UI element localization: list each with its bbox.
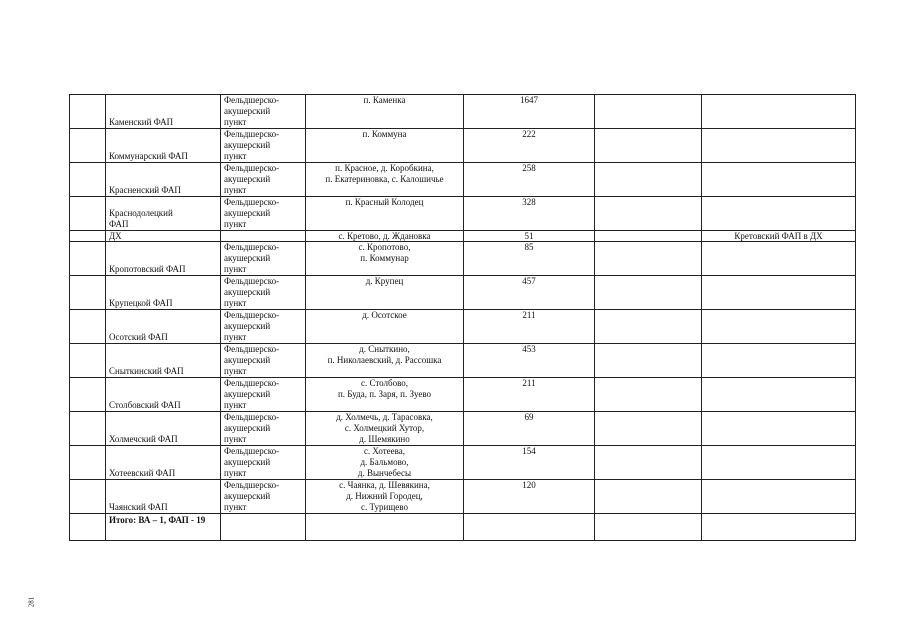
table-row	[70, 480, 856, 514]
population-cell: 328	[464, 197, 595, 231]
facility-name-cell	[106, 163, 221, 197]
settlement-line: с. Хотеева,	[363, 446, 406, 456]
fap-table-body	[70, 95, 856, 541]
facility-type-line: Фельдшерско-	[224, 480, 280, 490]
facility-type-cell	[221, 242, 306, 276]
settlement-line: п. Николаевский, д. Рассошка	[327, 355, 442, 365]
facility-name-cell	[106, 197, 221, 231]
facility-name-line: Чаянский ФАП	[109, 502, 168, 512]
settlements-cell	[306, 344, 464, 378]
population-cell: 120	[464, 480, 595, 514]
settlement-line: с. Чаянка, д. Шевякина,	[339, 480, 430, 490]
empty-cell	[595, 480, 702, 514]
note-cell	[702, 95, 856, 129]
facility-name-line: Хотеевский ФАП	[109, 468, 176, 478]
note-cell	[702, 276, 856, 310]
facility-type-line: акушерский	[224, 253, 271, 263]
facility-type-cell	[221, 95, 306, 129]
empty-cell	[595, 129, 702, 163]
note-cell	[702, 129, 856, 163]
index-cell	[70, 95, 106, 129]
index-cell	[70, 310, 106, 344]
note-cell	[702, 344, 856, 378]
facility-type-line: пункт	[224, 434, 247, 444]
population-cell: 457	[464, 276, 595, 310]
table-row	[70, 163, 856, 197]
note-cell	[702, 197, 856, 231]
facility-type-line: пункт	[224, 219, 247, 229]
settlement-line: с. Кропотово,	[358, 242, 411, 252]
facility-type-line: акушерский	[224, 355, 271, 365]
facility-type-line: Фельдшерско-	[224, 129, 280, 139]
settlement-line: д. Вынчебесы	[357, 468, 412, 478]
table-row	[70, 197, 856, 231]
facility-type-line: пункт	[224, 264, 247, 274]
facility-type-cell	[221, 276, 306, 310]
empty-cell	[221, 514, 306, 541]
facility-type-cell	[221, 231, 306, 242]
facility-name-line: Столбовский ФАП	[109, 400, 181, 410]
population-cell: 453	[464, 344, 595, 378]
table-row	[70, 242, 856, 276]
settlements-cell	[306, 242, 464, 276]
facility-name-cell	[106, 129, 221, 163]
facility-type-line: пункт	[224, 117, 247, 127]
facility-type-line: акушерский	[224, 491, 271, 501]
note-cell	[702, 163, 856, 197]
table-row-dx	[70, 231, 856, 242]
settlement-line: с. Столбово,	[360, 378, 409, 388]
note-cell	[702, 310, 856, 344]
facility-type-line: Фельдшерско-	[224, 242, 280, 252]
fap-table	[69, 94, 856, 541]
index-cell	[70, 163, 106, 197]
population-cell: 258	[464, 163, 595, 197]
settlement-line: д. Осотское	[362, 310, 407, 320]
facility-name-line: Осотский ФАП	[109, 332, 168, 342]
table-row	[70, 276, 856, 310]
facility-name-cell	[106, 276, 221, 310]
empty-cell	[464, 514, 595, 541]
facility-type-cell	[221, 480, 306, 514]
settlements-cell: с. Кретово, д. Ждановка	[306, 231, 464, 242]
facility-type-cell	[221, 197, 306, 231]
page-number: 281	[27, 596, 36, 608]
table-row	[70, 378, 856, 412]
empty-cell	[595, 344, 702, 378]
facility-type-line: Фельдшерско-	[224, 344, 280, 354]
index-cell	[70, 344, 106, 378]
facility-name-line: Каменский ФАП	[109, 117, 174, 127]
facility-type-line: Фельдшерско-	[224, 378, 280, 388]
empty-cell	[595, 242, 702, 276]
facility-type-cell	[221, 344, 306, 378]
note-cell	[702, 480, 856, 514]
facility-name-cell	[106, 310, 221, 344]
table-row	[70, 344, 856, 378]
settlement-line: д. Бальмово,	[360, 457, 409, 467]
note-cell	[702, 378, 856, 412]
empty-cell	[595, 412, 702, 446]
settlement-line: п. Коммунар	[360, 253, 409, 263]
empty-cell	[306, 514, 464, 541]
facility-type-line: пункт	[224, 185, 247, 195]
settlement-line: п. Буда, п. Заря, п. Зуево	[337, 389, 432, 399]
empty-cell	[595, 197, 702, 231]
settlement-line: д. Нижний Городец,	[346, 491, 423, 501]
settlement-line: с. Холмецкий Хутор,	[344, 423, 425, 433]
facility-type-cell	[221, 378, 306, 412]
index-cell	[70, 378, 106, 412]
facility-type-line: акушерский	[224, 208, 271, 218]
facility-type-line: пункт	[224, 502, 247, 512]
table-row	[70, 310, 856, 344]
population-cell: 51	[464, 231, 595, 242]
facility-type-cell	[221, 310, 306, 344]
facility-type-line: Фельдшерско-	[224, 412, 280, 422]
empty-cell	[595, 163, 702, 197]
settlements-cell	[306, 95, 464, 129]
index-cell	[70, 242, 106, 276]
facility-type-cell	[221, 446, 306, 480]
settlement-line: п. Каменка	[363, 95, 406, 105]
index-cell	[70, 514, 106, 541]
facility-type-line: Фельдшерско-	[224, 197, 280, 207]
empty-cell	[702, 514, 856, 541]
empty-cell	[595, 276, 702, 310]
index-cell	[70, 231, 106, 242]
facility-type-line: пункт	[224, 400, 247, 410]
note-cell	[702, 412, 856, 446]
empty-cell	[595, 231, 702, 242]
facility-name-cell	[106, 242, 221, 276]
index-cell	[70, 129, 106, 163]
facility-type-cell	[221, 129, 306, 163]
population-cell: 69	[464, 412, 595, 446]
empty-cell	[595, 446, 702, 480]
facility-type-cell	[221, 163, 306, 197]
empty-cell	[595, 310, 702, 344]
index-cell	[70, 276, 106, 310]
facility-name-line: Крупецкой ФАП	[109, 298, 173, 308]
settlement-line: д. Холмечь, д. Тарасовка,	[336, 412, 433, 422]
note-cell	[702, 242, 856, 276]
population-cell: 85	[464, 242, 595, 276]
empty-cell	[595, 378, 702, 412]
facility-name-line: Красненский ФАП	[109, 185, 181, 195]
facility-type-line: Фельдшерско-	[224, 276, 280, 286]
table-row-total	[70, 514, 856, 541]
facility-name-cell	[106, 412, 221, 446]
facility-name-cell	[106, 344, 221, 378]
settlement-line: п. Красное, д. Коробкина,	[335, 163, 434, 173]
facility-type-line: пункт	[224, 332, 247, 342]
facility-name-cell	[106, 446, 221, 480]
index-cell	[70, 197, 106, 231]
facility-type-line: Фельдшерско-	[224, 163, 280, 173]
table-row	[70, 446, 856, 480]
note-cell	[702, 446, 856, 480]
table-row	[70, 95, 856, 129]
facility-name-line: Сныткинский ФАП	[109, 366, 184, 376]
facility-name-line: Коммунарский ФАП	[109, 151, 188, 161]
facility-type-line: акушерский	[224, 174, 271, 184]
settlement-line: д. Сныткино,	[359, 344, 410, 354]
table-row	[70, 129, 856, 163]
population-cell: 1647	[464, 95, 595, 129]
settlement-line: п. Коммуна	[362, 129, 407, 139]
note-cell: Кретовский ФАП в ДХ	[702, 231, 856, 242]
population-cell: 154	[464, 446, 595, 480]
facility-name-line: Холмечский ФАП	[109, 434, 178, 444]
settlements-cell	[306, 446, 464, 480]
settlement-line: д. Шемякино	[359, 434, 410, 444]
facility-type-line: акушерский	[224, 140, 271, 150]
facility-type-cell	[221, 412, 306, 446]
index-cell	[70, 480, 106, 514]
facility-type-line: акушерский	[224, 389, 271, 399]
facility-name-cell: ДХ	[106, 231, 221, 242]
facility-name-cell	[106, 378, 221, 412]
facility-type-line: акушерский	[224, 106, 271, 116]
facility-type-line: акушерский	[224, 287, 271, 297]
empty-cell	[595, 514, 702, 541]
facility-type-line: пункт	[224, 298, 247, 308]
facility-name-line: Краснодолецкий	[109, 208, 173, 218]
population-cell: 222	[464, 129, 595, 163]
settlements-cell	[306, 163, 464, 197]
facility-type-line: пункт	[224, 468, 247, 478]
settlement-line: с. Турищево	[361, 502, 408, 512]
facility-type-line: акушерский	[224, 457, 271, 467]
settlements-cell	[306, 197, 464, 231]
settlements-cell	[306, 378, 464, 412]
facility-type-line: Фельдшерско-	[224, 446, 280, 456]
facility-type-line: пункт	[224, 366, 247, 376]
settlements-cell	[306, 129, 464, 163]
facility-name-cell	[106, 480, 221, 514]
settlements-cell	[306, 276, 464, 310]
table-row	[70, 412, 856, 446]
settlement-line: д. Крупец	[365, 276, 404, 286]
index-cell	[70, 412, 106, 446]
facility-type-line: акушерский	[224, 423, 271, 433]
facility-type-line: Фельдшерско-	[224, 310, 280, 320]
settlements-cell	[306, 480, 464, 514]
settlements-cell	[306, 310, 464, 344]
empty-cell	[595, 95, 702, 129]
facility-name-cell	[106, 95, 221, 129]
population-cell: 211	[464, 310, 595, 344]
settlement-line: п. Екатериновка, с. Калошичье	[325, 174, 444, 184]
facility-type-line: пункт	[224, 151, 247, 161]
facility-type-line: акушерский	[224, 321, 271, 331]
population-cell: 211	[464, 378, 595, 412]
settlement-line: п. Красный Колодец	[345, 197, 424, 207]
facility-name-line: ФАП	[109, 219, 129, 229]
total-cell: Итого: ВА – 1, ФАП - 19	[106, 514, 221, 541]
facility-type-line: Фельдшерско-	[224, 95, 280, 105]
facility-name-line: Кропотовский ФАП	[109, 264, 186, 274]
index-cell	[70, 446, 106, 480]
settlements-cell	[306, 412, 464, 446]
